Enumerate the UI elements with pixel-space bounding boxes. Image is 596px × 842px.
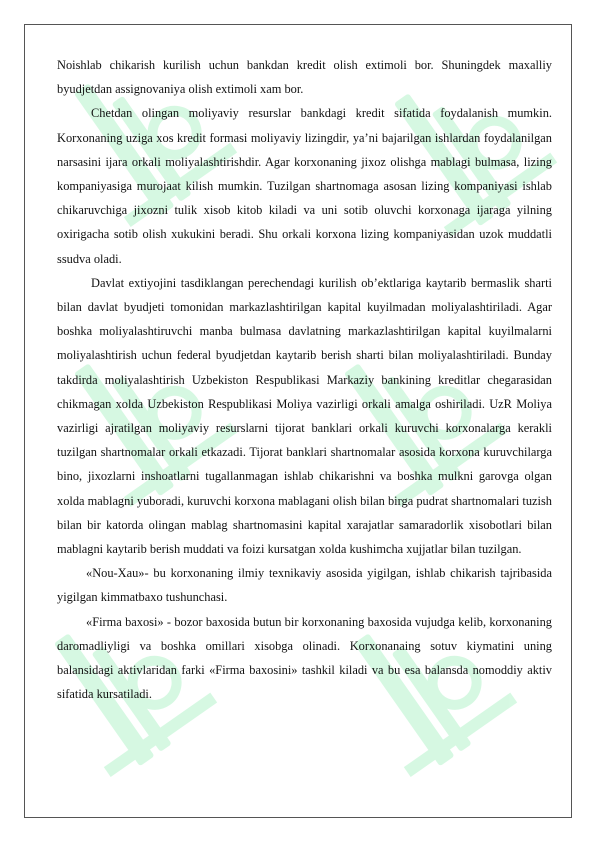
paragraph-lending-options: Noishlab chikarish kurilish uchun bankdan kredit olish extimoli bor. Shuningdek maxalliy byudjetdan assignovaniya olish extimoli xam bor. bbox=[57, 58, 552, 97]
paragraph-firm-value: «Firma baxosi» - bozor baxosida butun bir korxonaning baxosida vujudga kelib, korxonaning daromadliyligi va boshka omillari xisobga olinadi. Korxonanaing sotuv kiymatini uning balansidagi aktivlaridan farki «Firma baxosini» tashkil kiladi va bu esa balansda nomoddiy aktiv sifatida kursatiladi. bbox=[57, 614, 552, 702]
paragraph-state-financing: Davlat extiyojini tasdiklangan perechendagi kurilish ob’ektlariga kaytarib bermaslik sharti bilan davlat byudjeti tomonidan markazlashtirilgan kapital kuyilmadan moliyalashtiriladi. Agar boshka moliyalashtiruvchi manba bulmasa davlatning markazlashtirilgan kapital kuyilmalarni moliyalashtirish uchun federal byudjetdan kaytarib berish sharti bilan moliyalashtiriladi. Bunday takdirda moliyalashtirish Uzbekiston Respublikasi Markaziy bankining kreditlar chegarasidan chikmagan xolda Uzbekiston Respublikasi Moliya vazirligi orkali amalga oshiriladi. UzR Moliya vazirligi ajratilgan moliyaviy resurslarni tijorat banklari orkali kuruvchi korxonalarga kerakli tuzilgan shartnomalar orkali etkazadi. Tijorat banklari shartnomalar asosida korxona kuruvchilarga bino, jixozlarni inshoatlarni tugallanmagan ishlab chikarishni va boshka mulkni garovga olgan xolda mablagni yuboradi, kuruvchi korxona mablagani olish bilan birga pudrat shartnomalari tuzish bilan bir katorda olingan mablag shartnomasini kapital xarajatlar samaradorlik xisobotlari bilan mablagni kaytarib berish muddati va foizi kursatgan xolda kushimcha xujjatlar bilan tuzilgan. bbox=[57, 275, 552, 557]
document-body bbox=[57, 53, 552, 706]
paragraph-know-how: «Nou-Xau»- bu korxonaning ilmiy texnikaviy asosida yigilgan, ishlab chikarish tajribasida yigilgan kimmatbaxo tushunchasi. bbox=[57, 566, 552, 605]
paragraph-leasing: Chetdan olingan moliyaviy resurslar bankdagi kredit sifatida foydalanish mumkin. Korxonaning uziga xos kredit formasi moliyaviy lizingdir, ya’ni bajarilgan ishlardan foydalanilgan narsasini ijara orkali moliyalashtirishdir. Agar korxonaning jixoz olishga mablagi bulmasa, lizing kompaniyasiga murojaat kilish mumkin. Tuzilgan shartnomaga asosan lizing kompaniyasi ishlab chikaruvchiga jixozni tulik xisob kitob kiladi va uni sotib oluvchi korxonaga ijaraga yilning oxirigacha sotib olish xukukini beradi. Shu orkali korxona lizing kompaniyasidan uzok muddatli ssudva oladi. bbox=[57, 106, 552, 266]
